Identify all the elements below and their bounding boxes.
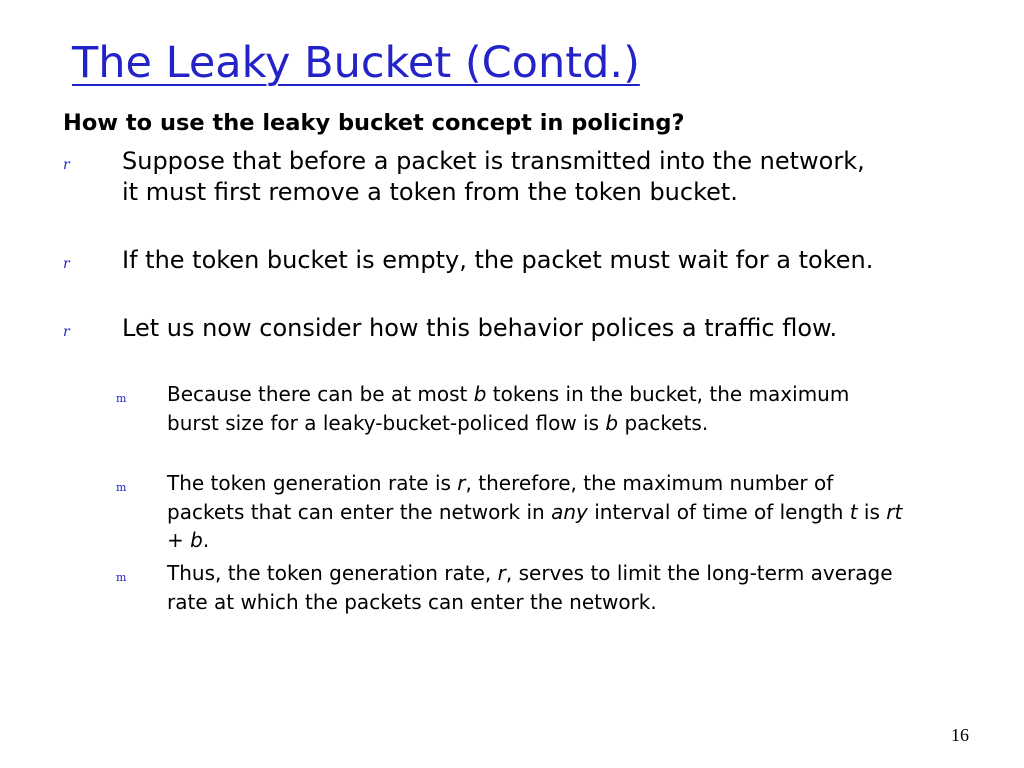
variable-r: r bbox=[497, 561, 506, 585]
sub-bullet-item bbox=[167, 469, 907, 555]
sub-bullet-item bbox=[167, 559, 907, 616]
sub-bullet-item bbox=[167, 380, 907, 437]
slide-lead-question: How to use the leaky bucket concept in policing? bbox=[63, 110, 685, 136]
bullet-item bbox=[122, 313, 912, 344]
bullet-marker: r bbox=[63, 256, 70, 272]
sub-bullet-text: is bbox=[857, 499, 887, 524]
sub-bullet-text: Because there can be at most bbox=[167, 382, 474, 406]
sub-bullet-text: packets. bbox=[618, 410, 709, 435]
sub-bullet-text: . bbox=[202, 528, 210, 552]
sub-bullet-text: , therefore, the maximum number of packets that can enter the network in bbox=[167, 471, 834, 524]
sub-bullet-text: , serves to limit the long-term average rate at which the packets can enter the network. bbox=[167, 561, 893, 614]
sub-bullet-marker: m bbox=[116, 571, 127, 584]
sub-bullet-text: Thus, the token generation rate, bbox=[167, 561, 498, 585]
emphasis-any: any bbox=[551, 499, 588, 524]
sub-bullet-marker: m bbox=[116, 481, 127, 494]
bullet-text: Suppose that before a packet is transmitted into the network, it must first remove a token from the token bucket. bbox=[122, 147, 865, 206]
formula-rt-plus-b: rt + b bbox=[167, 499, 903, 552]
sub-bullet-text: tokens in the bucket, the maximum burst size for a leaky-bucket-policed flow is bbox=[167, 382, 850, 435]
variable-r: r bbox=[457, 471, 466, 495]
bullet-text: If the token bucket is empty, the packet must wait for a token. bbox=[122, 246, 874, 274]
variable-b: b bbox=[473, 382, 487, 406]
variable-t: t bbox=[849, 499, 858, 524]
sub-bullet-text: interval of time of length bbox=[587, 499, 850, 524]
sub-bullet-text: The token generation rate is bbox=[167, 471, 458, 495]
page-number: 16 bbox=[951, 725, 969, 745]
sub-bullet-marker: m bbox=[116, 392, 127, 405]
bullet-text: Let us now consider how this behavior polices a traffic flow. bbox=[122, 314, 838, 342]
bullet-marker: r bbox=[63, 157, 70, 173]
bullet-item bbox=[122, 146, 882, 208]
bullet-marker: r bbox=[63, 324, 70, 340]
bullet-item bbox=[122, 245, 912, 276]
slide-title: The Leaky Bucket (Contd.) bbox=[72, 38, 640, 88]
variable-b: b bbox=[605, 410, 619, 435]
